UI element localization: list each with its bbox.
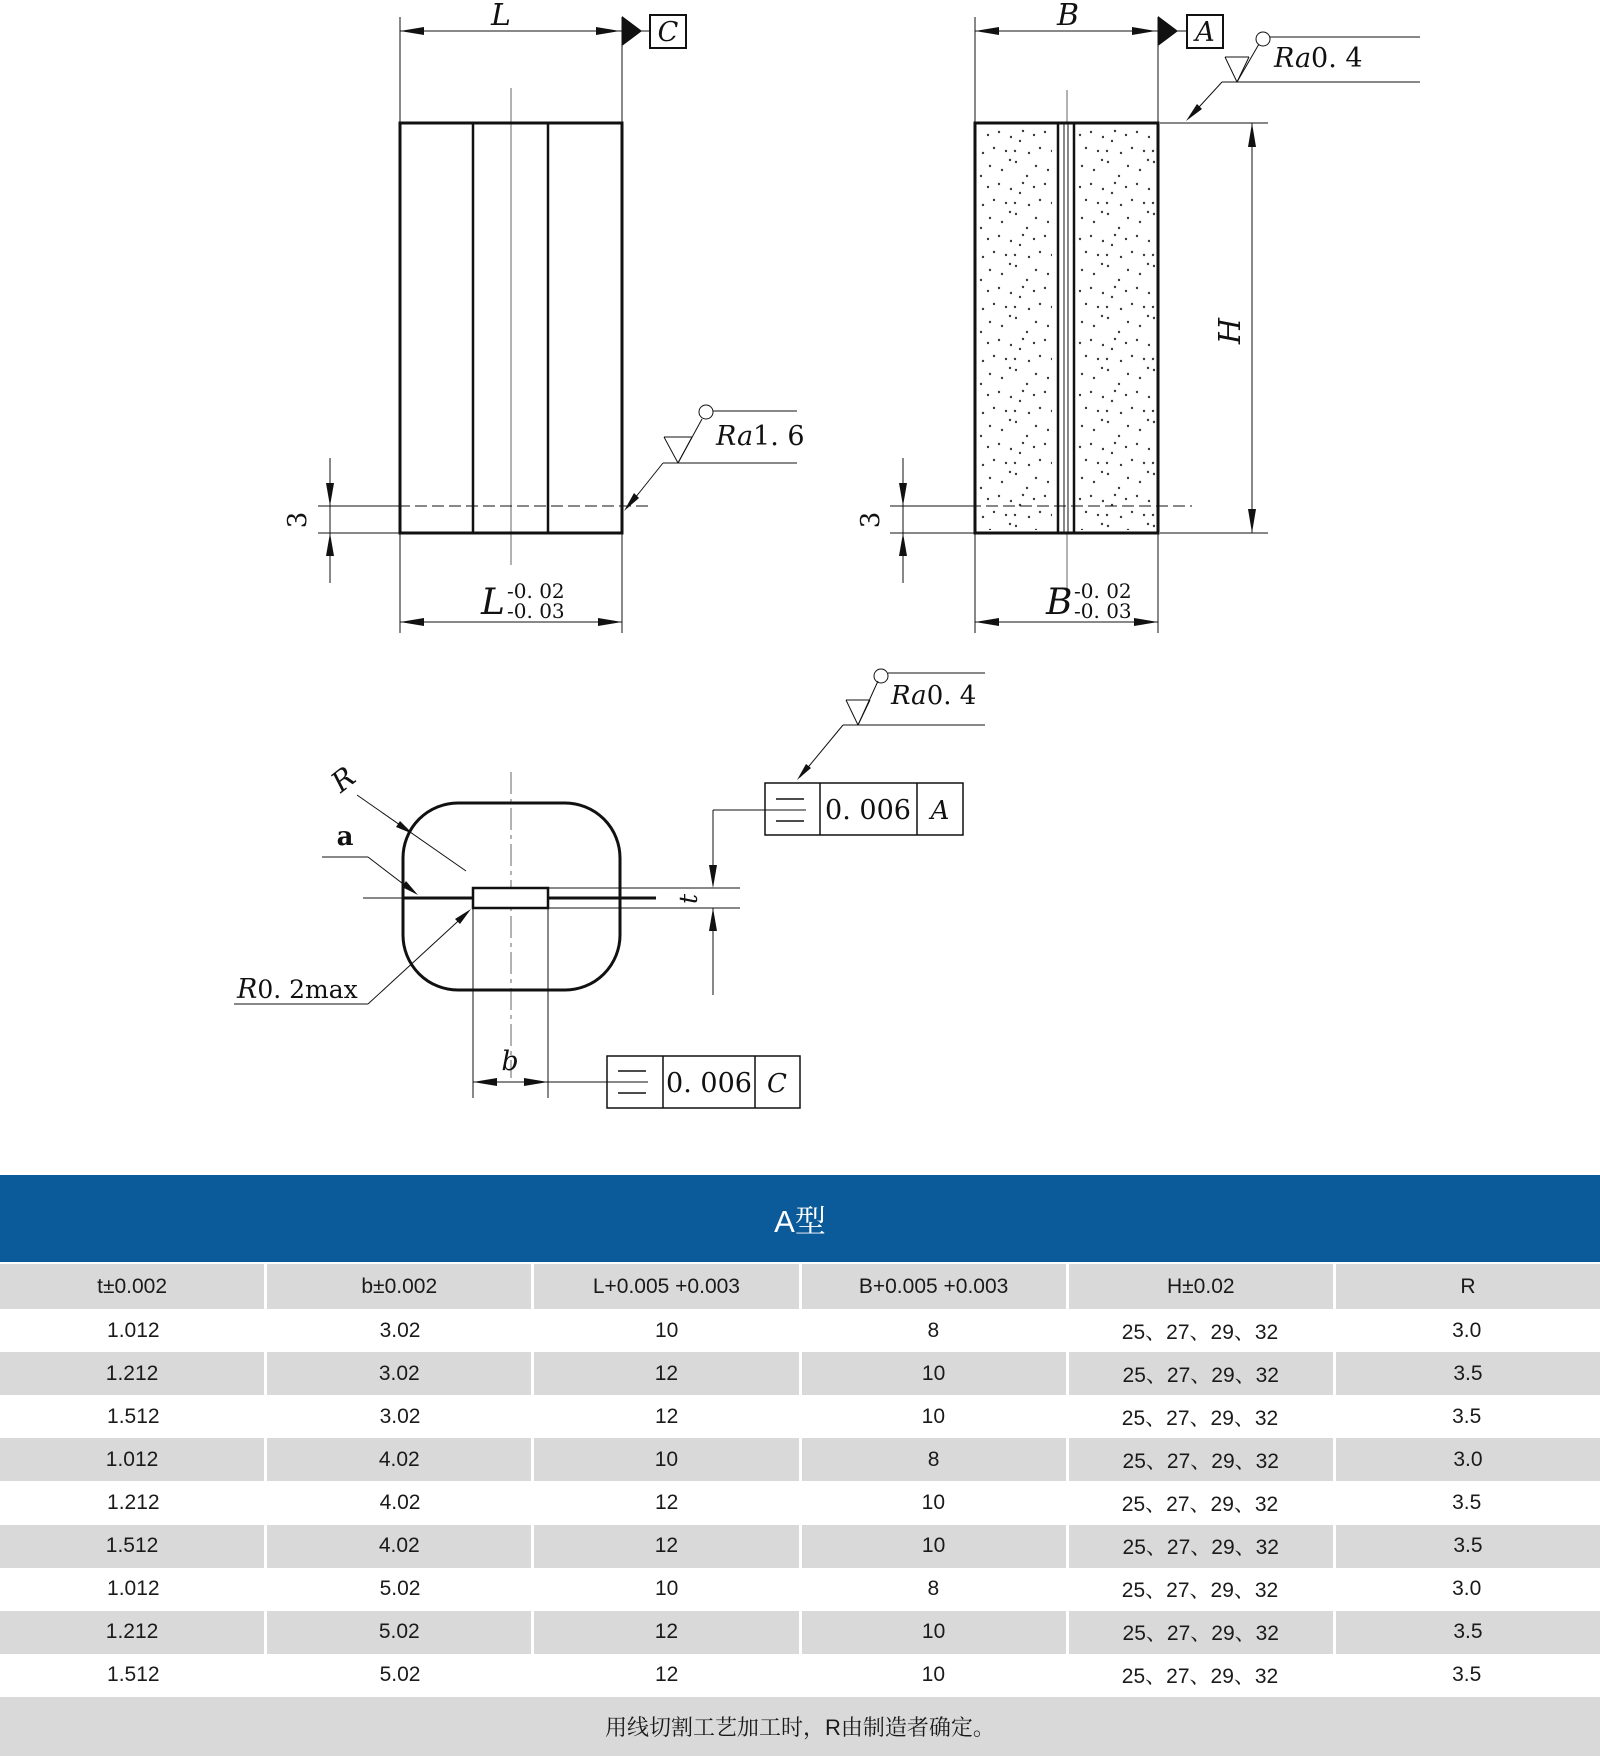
table-cell: 10	[534, 1438, 801, 1481]
table-cell: 12	[534, 1525, 801, 1568]
side-offset-label: 3	[856, 511, 886, 529]
table-cell: 3.5	[1452, 1404, 1482, 1428]
table-cell: 10	[802, 1352, 1069, 1395]
frame-c-tolerance: 0. 006	[666, 1068, 752, 1099]
table-cell: 1.212	[0, 1352, 267, 1395]
frame-a-tolerance: 0. 006	[825, 795, 911, 826]
table-cell: 3.0	[1452, 1577, 1482, 1601]
top-roughness-label: Ra0. 4	[891, 681, 977, 711]
table-cell: 4.02	[267, 1525, 534, 1568]
datum-c-label: C	[657, 17, 679, 48]
table-header-b: b±0.002	[267, 1264, 534, 1309]
frame-a-datum: A	[930, 796, 950, 826]
table-cell: 3.0	[1453, 1447, 1483, 1471]
side-tol-lower: -0. 03	[1074, 599, 1132, 623]
front-tol-upper: -0. 02	[507, 579, 565, 603]
top-thickness-label: t	[674, 893, 703, 905]
table-cell: 25、27、29、32	[1069, 1352, 1336, 1395]
table-row	[0, 1309, 1600, 1352]
table-cell: 1.212	[0, 1611, 267, 1654]
table-cell: 25、27、29、32	[1121, 1320, 1279, 1344]
dimension-lines	[234, 17, 1420, 1098]
table-cell: 1.512	[107, 1663, 160, 1687]
table-cell: 1.212	[107, 1490, 160, 1514]
table-header-L: L+0.005 +0.003	[534, 1264, 801, 1309]
table-cell: 4.02	[379, 1490, 421, 1514]
table-row	[0, 1481, 1600, 1524]
front-length-label: L	[491, 0, 511, 33]
table-cell: 3.02	[379, 1318, 421, 1342]
table-cell: 25、27、29、32	[1069, 1438, 1336, 1481]
table-cell: 12	[655, 1404, 679, 1428]
table-header-R: R	[1460, 1274, 1476, 1298]
table-cell: 1.012	[107, 1577, 160, 1601]
frame-c-datum: C	[767, 1069, 787, 1099]
table-cell: 8	[802, 1438, 1069, 1481]
table-cell: 10	[655, 1318, 679, 1342]
table-cell: 25、27、29、32	[1069, 1611, 1336, 1654]
top-radius-label: R	[324, 760, 362, 800]
table-cell: 3.5	[1453, 1361, 1483, 1385]
table-header-B: B+0.005 +0.003	[802, 1264, 1069, 1309]
table-cell: 3.5	[1452, 1663, 1482, 1687]
table-cell: 5.02	[267, 1611, 534, 1654]
table-cell: 25、27、29、32	[1121, 1492, 1279, 1516]
table-note-text: 用线切割工艺加工时，R由制造者确定。	[605, 1714, 995, 1740]
table-cell: 12	[655, 1663, 679, 1687]
top-slot-width-label: b	[501, 1046, 519, 1077]
table-cell: 3.02	[379, 1404, 421, 1428]
table-cell: 3.5	[1452, 1490, 1482, 1514]
table-header-H: H±0.02	[1069, 1264, 1336, 1309]
table-row	[0, 1568, 1600, 1611]
table-cell: 10	[921, 1663, 946, 1687]
side-height-label: H	[1213, 317, 1248, 345]
table-cell: 1.512	[0, 1525, 267, 1568]
datum-a-label: A	[1195, 17, 1215, 48]
side-width-label: B	[1056, 0, 1080, 33]
table-row	[0, 1525, 1600, 1568]
front-tol-lower: -0. 03	[507, 599, 565, 623]
table-row	[0, 1438, 1600, 1481]
table-cell: 25、27、29、32	[1121, 1406, 1279, 1430]
table-header-row	[0, 1264, 1600, 1309]
table-row	[0, 1395, 1600, 1438]
table-cell: 10	[921, 1490, 946, 1514]
side-tol-upper: -0. 02	[1074, 579, 1132, 603]
table-title-text: A型	[774, 1204, 826, 1239]
table-cell: 8	[927, 1318, 940, 1342]
tolerance-frames	[607, 783, 963, 1108]
table-cell: 12	[534, 1352, 801, 1395]
spec-table	[0, 1175, 1600, 1756]
front-roughness-label: Ra1. 6	[716, 421, 805, 452]
table-cell: 25、27、29、32	[1121, 1665, 1279, 1689]
table-cell: 5.02	[379, 1577, 421, 1601]
front-offset-label: 3	[283, 511, 313, 529]
table-cell: 3.5	[1453, 1534, 1483, 1558]
table-header-t: t±0.002	[0, 1264, 267, 1309]
table-cell: 3.0	[1452, 1318, 1482, 1342]
table-cell: 1.012	[0, 1438, 267, 1481]
table-row	[0, 1611, 1600, 1654]
table-cell: 12	[655, 1490, 679, 1514]
table-cell: 4.02	[267, 1438, 534, 1481]
table-cell: 25、27、29、32	[1069, 1525, 1336, 1568]
table-note	[0, 1697, 1600, 1756]
table-title	[0, 1175, 1600, 1262]
top-fillet-label: R0. 2max	[237, 974, 358, 1005]
stipple-texture	[978, 126, 1155, 530]
table-cell: 12	[534, 1611, 801, 1654]
side-roughness-label: Ra0. 4	[1274, 43, 1363, 74]
table-cell: 8	[927, 1577, 940, 1601]
table-cell: 10	[802, 1611, 1069, 1654]
table-row	[0, 1352, 1600, 1395]
table-cell: 10	[655, 1577, 679, 1601]
table-cell: 25、27、29、32	[1121, 1579, 1279, 1603]
table-cell: 1.512	[107, 1404, 160, 1428]
table-cell: 5.02	[379, 1663, 421, 1687]
table-cell: 3.5	[1453, 1620, 1483, 1644]
top-kerf-label: a	[336, 822, 354, 852]
table-cell: 10	[802, 1525, 1069, 1568]
table-cell: 10	[921, 1404, 946, 1428]
table-row	[0, 1654, 1600, 1697]
table-cell: 3.02	[267, 1352, 534, 1395]
table-cell: 1.012	[107, 1318, 160, 1342]
side-tol-letter: B	[1046, 582, 1073, 623]
front-tol-letter: L	[481, 582, 505, 623]
